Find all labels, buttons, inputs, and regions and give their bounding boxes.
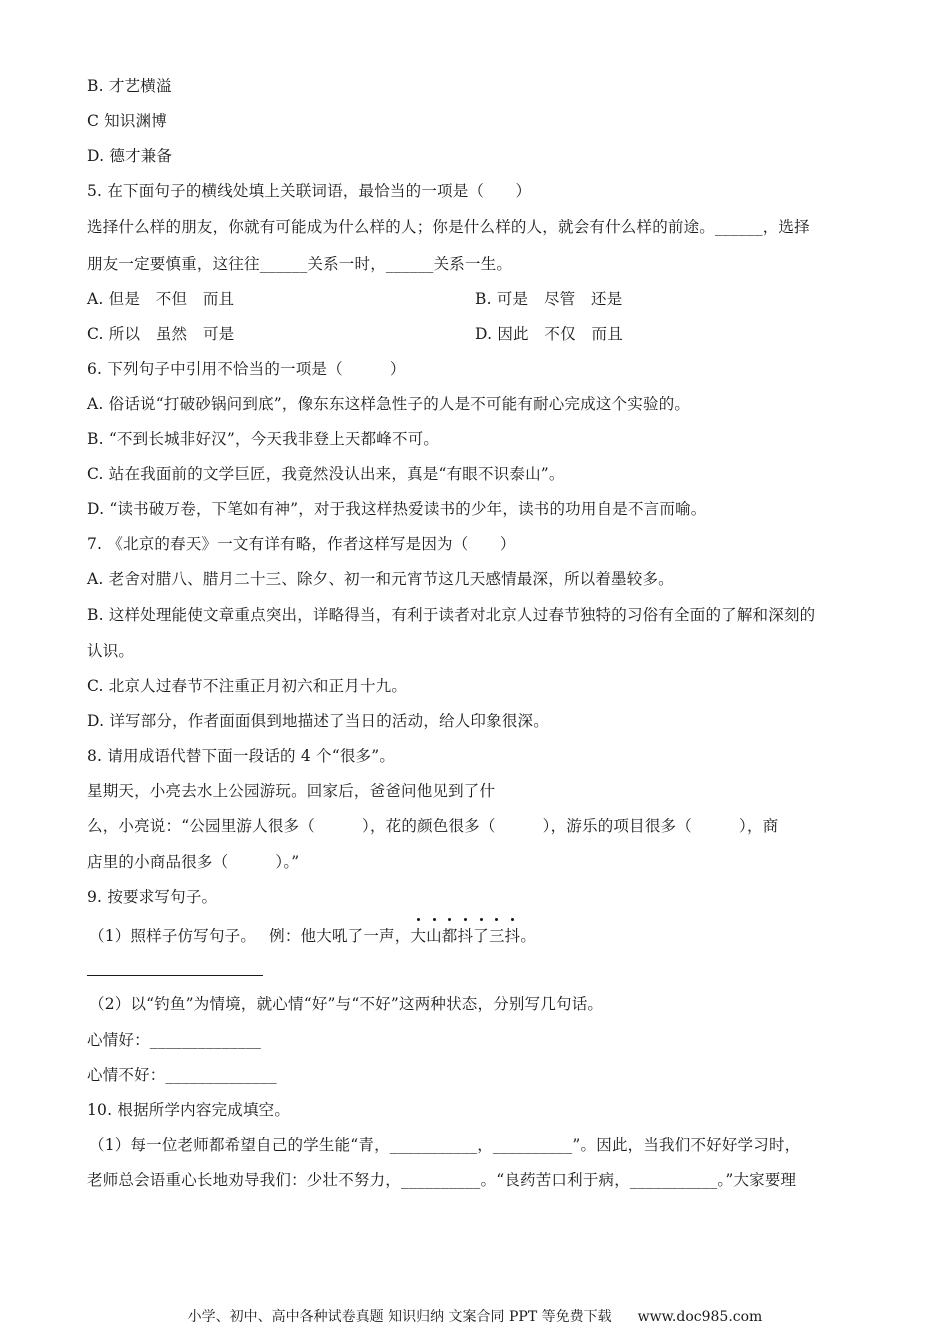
emphasis-dot — [480, 918, 483, 921]
q5-option-c: C. 所以 虽然 可是 — [87, 325, 235, 343]
q6-option-c: C. 站在我面前的文学巨匠，我竟然没认出来，真是“有眼不识泰山”。 — [87, 465, 565, 483]
q9-sub1-emphasis — [410, 927, 520, 945]
footer-url[interactable]: www.doc985.com — [637, 1309, 763, 1325]
emphasis-char: 三 — [489, 926, 505, 946]
q7-stem: 7. 《北京的春天》一文有详有略，作者这样写是因为（ ） — [87, 535, 516, 553]
q5-passage-line2: 朋友一定要慎重，这往往______关系一时，______关系一生。 — [87, 255, 513, 273]
q4-option-d: D. 德才兼备 — [87, 147, 173, 165]
emphasis-char: 抖 — [505, 926, 521, 946]
q9-sub1-answer-line[interactable] — [87, 975, 263, 976]
q9-good-mood: 心情好：______________ — [87, 1031, 262, 1049]
q5-option-a: A. 但是 不但 而且 — [87, 290, 235, 308]
q9-sub1-suffix: 。 — [520, 927, 537, 945]
emphasis-char: 抖 — [458, 926, 474, 946]
emphasis-dot — [495, 918, 498, 921]
q7-option-b-line1: B. 这样处理能使文章重点突出，详略得当，有利于读者对北京人过春节独特的习俗有全面的了解和深刻的 — [87, 606, 816, 624]
q8-stem: 8. 请用成语代替下面一段话的 4 个“很多”。 — [87, 747, 396, 765]
emphasis-char: 了 — [473, 926, 489, 946]
emphasis-dot — [448, 918, 451, 921]
q10-stem: 10. 根据所学内容完成填空。 — [87, 1101, 291, 1119]
q7-option-d: D. 详写部分，作者面面俱到地描述了当日的活动，给人印象很深。 — [87, 712, 549, 730]
q9-bad-mood: 心情不好：______________ — [87, 1066, 277, 1084]
q9-stem: 9. 按要求写句子。 — [87, 888, 218, 906]
q10-line1: （1）每一位老师都希望自己的学生能“青，___________，__________”。因此，当我们不好好学习时， — [89, 1136, 801, 1154]
q4-option-b: B. 才艺横溢 — [87, 77, 172, 95]
emphasis-char: 都 — [442, 926, 458, 946]
footer-text: 小学、初中、高中各种试卷真题 知识归纳 文案合同 PPT 等免费下载 — [187, 1309, 612, 1325]
q4-option-c: C 知识渊博 — [87, 112, 167, 130]
emphasis-dot — [433, 918, 436, 921]
emphasis-dot — [511, 918, 514, 921]
q5-option-d: D. 因此 不仅 而且 — [475, 325, 623, 343]
q9-sub2: （2）以“钓鱼”为情境，就心情“好”与“不好”这两种状态，分别写几句话。 — [89, 995, 604, 1013]
q8-passage-line3: 店里的小商品很多（ ）。” — [87, 853, 300, 871]
emphasis-char: 大 — [410, 926, 426, 946]
q10-line2: 老师总会语重心长地劝导我们：少壮不努力，__________。“良药苦口利于病，___________。”大家要理 — [87, 1171, 797, 1189]
emphasis-char: 山 — [426, 926, 442, 946]
q8-passage-line2: 么，小亮说：“公园里游人很多（ ），花的颜色很多（ ），游乐的项目很多（ ），商 — [87, 817, 779, 835]
q7-option-c: C. 北京人过春节不注重正月初六和正月十九。 — [87, 677, 408, 695]
q9-sub1 — [89, 926, 536, 946]
q7-option-a: A. 老舍对腊八、腊月二十三、除夕、初一和元宵节这几天感情最深，所以着墨较多。 — [87, 570, 674, 588]
q6-stem: 6. 下列句子中引用不恰当的一项是（ ） — [87, 360, 406, 378]
q6-option-a: A. 俗话说“打破砂锅问到底”，像东东这样急性子的人是不可能有耐心完成这个实验的。 — [87, 395, 691, 413]
q7-option-b-line2: 认识。 — [87, 642, 135, 660]
q5-passage-line1: 选择什么样的朋友，你就有可能成为什么样的人；你是什么样的人，就会有什么样的前途。______，选择 — [87, 218, 810, 236]
q6-option-d: D. “读书破万卷，下笔如有神”，对于我这样热爱读书的少年，读书的功用自是不言而喻。 — [87, 500, 707, 518]
q9-sub1-prefix: （1）照样子仿写句子。 例：他大吼了一声， — [89, 927, 411, 945]
q6-option-b: B. “不到长城非好汉”，今天我非登上天都峰不可。 — [87, 430, 440, 448]
emphasis-dot — [417, 918, 420, 921]
emphasis-dot — [464, 918, 467, 921]
page-footer — [0, 1308, 950, 1326]
q8-passage-line1: 星期天，小亮去水上公园游玩。回家后，爸爸问他见到了什 — [87, 782, 496, 800]
q5-option-b: B. 可是 尽管 还是 — [475, 290, 623, 308]
q5-stem: 5. 在下面句子的横线处填上关联词语，最恰当的一项是（ ） — [87, 182, 532, 200]
